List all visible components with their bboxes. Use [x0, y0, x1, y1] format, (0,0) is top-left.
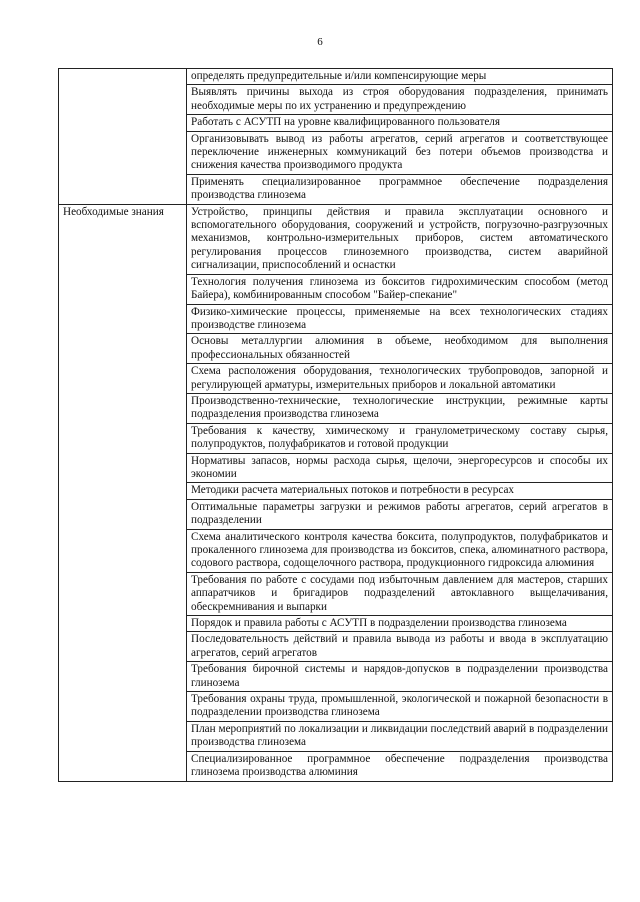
requirement-text: определять предупредительные и/или компенсирующие меры	[187, 69, 613, 85]
row-label-cell: Необходимые знания	[59, 204, 187, 781]
requirement-text: Устройство, принципы действия и правила эксплуатации основного и вспомогательного оборудования, сооружений и устройств, погрузочно-разгрузочных механизмов, контрольно-измерительных приборов, систем автоматического регулирования процессов глиноземного производства, систем аварийной сигнализации, приспособлений и оснастки	[187, 204, 613, 274]
requirement-text: Требования по работе с сосудами под избыточным давлением для мастеров, старших аппаратчиков и бригадиров подразделений автоклавного выщелачивания, обескремнивания и выпарки	[187, 572, 613, 615]
requirement-text: Схема расположения оборудования, технологических трубопроводов, запорной и регулирующей арматуры, измерительных приборов и локальной автоматики	[187, 364, 613, 394]
requirement-text: Требования бирочной системы и нарядов-допусков в подразделении производства глинозема	[187, 662, 613, 692]
page-number: 6	[317, 36, 323, 48]
requirement-text: Оптимальные параметры загрузки и режимов работы агрегатов, серий агрегатов в подразделении	[187, 499, 613, 529]
requirement-text: Применять специализированное программное обеспечение подразделения производства глинозема	[187, 174, 613, 204]
requirement-text: Требования к качеству, химическому и гранулометрическому составу сырья, полупродуктов, полуфабрикатов и готовой продукции	[187, 423, 613, 453]
requirement-text: Основы металлургии алюминия в объеме, необходимом для выполнения профессиональных обязанностей	[187, 334, 613, 364]
requirement-text: План мероприятий по локализации и ликвидации последствий аварий в подразделении производства глинозема	[187, 721, 613, 751]
requirement-text: Производственно-технические, технологические инструкции, режимные карты подразделения производства глинозема	[187, 393, 613, 423]
competency-table	[58, 68, 613, 782]
requirement-text: Порядок и правила работы с АСУТП в подразделении производства глинозема	[187, 616, 613, 632]
skill-row	[59, 69, 613, 85]
requirement-text: Выявлять причины выхода из строя оборудования подразделения, принимать необходимые меры по их устранению и предупреждению	[187, 85, 613, 115]
requirement-text: Схема аналитического контроля качества боксита, полупродуктов, полуфабрикатов и прокаленного глинозема для производства из бокситов, спека, алюминатного раствора, содового раствора, содощелочного раствора, продукционного гидроксида алюминия	[187, 529, 613, 572]
requirement-text: Специализированное программное обеспечение подразделения производства глинозема производства алюминия	[187, 751, 613, 781]
knowledge-row	[59, 204, 613, 274]
requirement-text: Работать с АСУТП на уровне квалифицированного пользователя	[187, 115, 613, 131]
row-label-cell	[59, 69, 187, 205]
requirement-text: Технология получения глинозема из бокситов гидрохимическим способом (метод Байера), комбинированным способом "Байер-спекание"	[187, 274, 613, 304]
requirement-text: Последовательность действий и правила вывода из работы и ввода в эксплуатацию агрегатов, серий агрегатов	[187, 632, 613, 662]
requirement-text: Требования охраны труда, промышленной, экологической и пожарной безопасности в подразделении производства глинозема	[187, 692, 613, 722]
requirement-text: Организовывать вывод из работы агрегатов, серий агрегатов и соответствующее переключение инженерных коммуникаций без потери объемов производства и снижения качества производимого продукта	[187, 131, 613, 174]
requirement-text: Физико-химические процессы, применяемые на всех технологических стадиях производстве глинозема	[187, 304, 613, 334]
requirement-text: Нормативы запасов, нормы расхода сырья, щелочи, энергоресурсов и способы их экономии	[187, 453, 613, 483]
requirement-text: Методики расчета материальных потоков и потребности в ресурсах	[187, 483, 613, 499]
